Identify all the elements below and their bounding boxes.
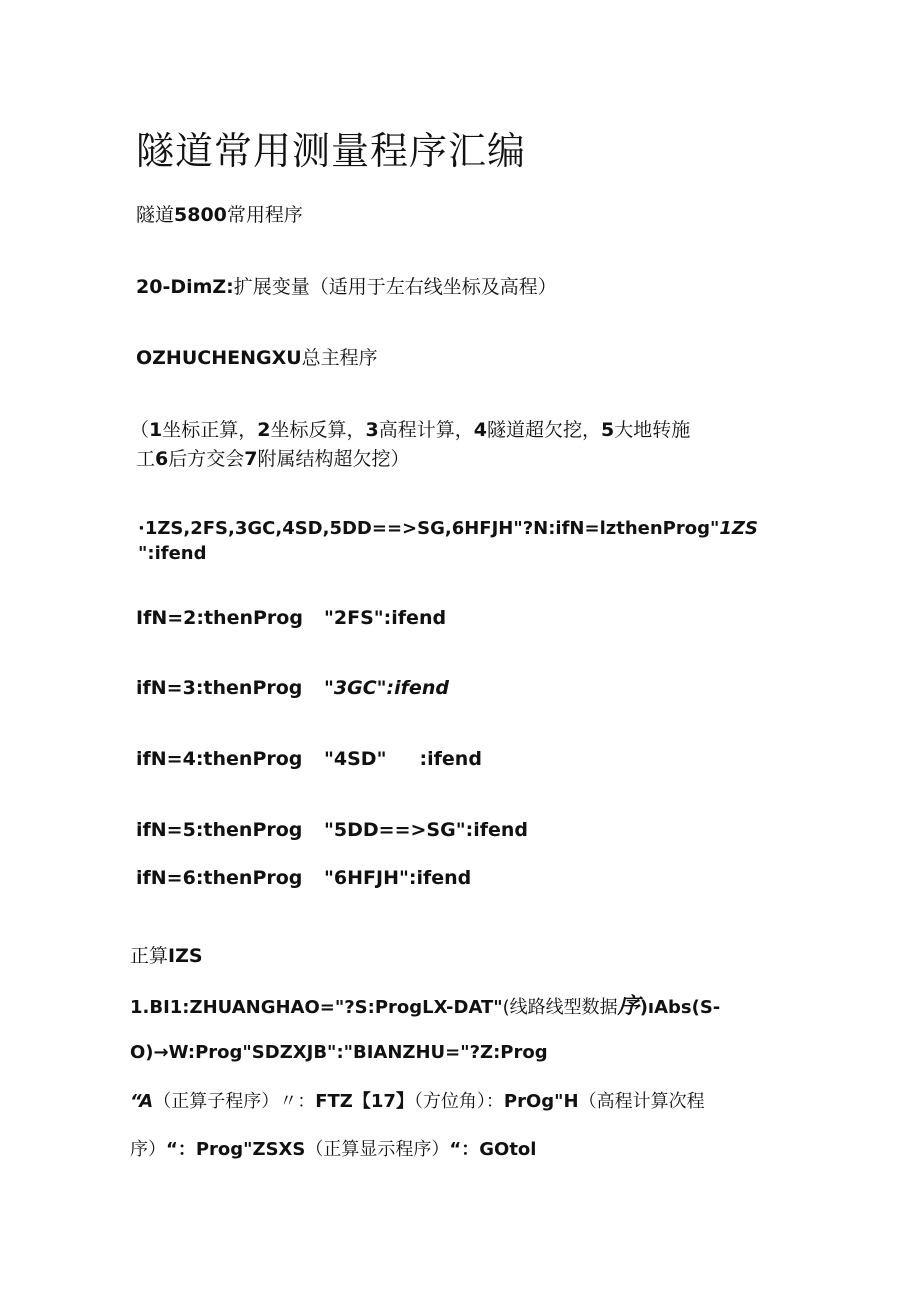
- menu-item-5: 大地转施: [614, 419, 691, 441]
- dimz-code: 20-DimZ:: [136, 276, 234, 298]
- section-code: IZS: [168, 945, 203, 967]
- code3-g: PrOg"H: [503, 1091, 579, 1112]
- cmd-line-6: [136, 869, 471, 888]
- code-line-3: [130, 1093, 705, 1111]
- code-line-2: O)→W:Prog"SDZXJB":"BIANZHU="?Z:Prog: [130, 1042, 548, 1063]
- code-line-4: [130, 1141, 536, 1159]
- menu-item-7: 附属结构超欠挖）: [257, 448, 410, 470]
- menu-num-1: 1: [149, 419, 163, 441]
- cmd-arg-3: "3GC":ifend: [324, 677, 449, 699]
- menu-item-3: 高程计算，: [378, 419, 474, 441]
- code3-d: FTZ【17】: [315, 1091, 414, 1112]
- code3-a: “A: [130, 1091, 154, 1112]
- cmd-line-2: [136, 609, 446, 628]
- main-program-desc: 总主程序: [301, 347, 378, 369]
- menu-item-4: 隧道超欠挖，: [487, 419, 602, 441]
- code1-a: 1.BI1:: [130, 997, 190, 1018]
- cmd-code-1: 1ZS,2FS,3GC,4SD,5DD==>SG,6HFJH"?N:ifN=lzthenProg: [144, 518, 710, 539]
- code1-f: )ıAbs(S-: [639, 997, 721, 1018]
- main-program-code: OZHUCHENGXU: [136, 347, 302, 369]
- menu-num-6: 6: [155, 448, 169, 470]
- code-line-1: [130, 996, 720, 1018]
- subtitle-rest: 常用程序: [226, 204, 303, 226]
- cmd-cond-3: ifN=3:thenProg: [136, 677, 303, 699]
- code1-d: (线路线型数据: [502, 997, 618, 1018]
- menu-num-3: 3: [365, 419, 379, 441]
- menu-item-2: 坐标反算，: [270, 419, 366, 441]
- code1-c: LX-DAT": [422, 997, 503, 1018]
- code3-e: （方位角）: [413, 1091, 486, 1112]
- code1-b: ZHUANGHAO="?S:Prog: [189, 997, 423, 1018]
- main-program-line: [136, 349, 378, 368]
- menu-paren-open: （: [130, 419, 150, 441]
- cmd-arg-4: "4SD" :ifend: [324, 748, 482, 770]
- cmd-line-4: [136, 750, 482, 769]
- cmd-arg-5: "5DD==>SG":ifend: [324, 819, 528, 841]
- code4-e: “：: [449, 1139, 480, 1160]
- code3-f: ：: [485, 1091, 504, 1112]
- cmd-mark: ·: [138, 518, 145, 539]
- cmd-line-3: [136, 679, 449, 698]
- menu-item-5-cont: 工: [136, 448, 156, 470]
- code4-f: GOtol: [479, 1139, 537, 1160]
- subtitle-number: 5800: [174, 204, 227, 226]
- cmd-cond-6: ifN=6:thenProg: [136, 867, 303, 889]
- menu-line-1: [130, 421, 690, 440]
- subtitle-line: [136, 206, 303, 225]
- cmd-cond-5: ifN=5:thenProg: [136, 819, 303, 841]
- menu-num-7: 7: [244, 448, 258, 470]
- menu-num-4: 4: [473, 419, 487, 441]
- cmd-line-1: [138, 520, 758, 538]
- cmd-cond-4: ifN=4:thenProg: [136, 748, 303, 770]
- dimz-line: [136, 278, 557, 297]
- cmd-italic-1: "1ZS: [709, 518, 758, 539]
- cmd-arg-6: "6HFJH":ifend: [324, 867, 472, 889]
- page-title: 隧道常用测量程序汇编: [136, 129, 527, 173]
- menu-line-2: [136, 450, 410, 469]
- cmd-cond-2: IfN=2:thenProg: [136, 607, 303, 629]
- subtitle-cn: 隧道: [136, 204, 175, 226]
- code4-d: （正算显示程序）: [305, 1139, 450, 1160]
- menu-item-6: 后方交会: [168, 448, 245, 470]
- cmd-line-5: [136, 821, 528, 840]
- code4-b: “：: [166, 1139, 196, 1160]
- code3-b: （正算子程序）: [153, 1091, 280, 1112]
- code4-a: 序）: [130, 1139, 166, 1160]
- section-cn: 正算: [130, 945, 169, 967]
- cmd-line-1-cont: ":ifend: [138, 543, 207, 564]
- section-heading: [130, 947, 203, 966]
- menu-num-5: 5: [601, 419, 615, 441]
- code3-c: 〃：: [279, 1091, 316, 1112]
- code3-h: （高程计算次程: [578, 1091, 705, 1112]
- dimz-desc: 扩展变量（适用于左右线坐标及高程）: [233, 276, 557, 298]
- cmd-arg-2: "2FS":ifend: [324, 607, 447, 629]
- menu-num-2: 2: [257, 419, 271, 441]
- code4-c: Prog"ZSXS: [195, 1139, 306, 1160]
- menu-item-1: 坐标正算，: [162, 419, 258, 441]
- code1-e: 序: [617, 994, 640, 1019]
